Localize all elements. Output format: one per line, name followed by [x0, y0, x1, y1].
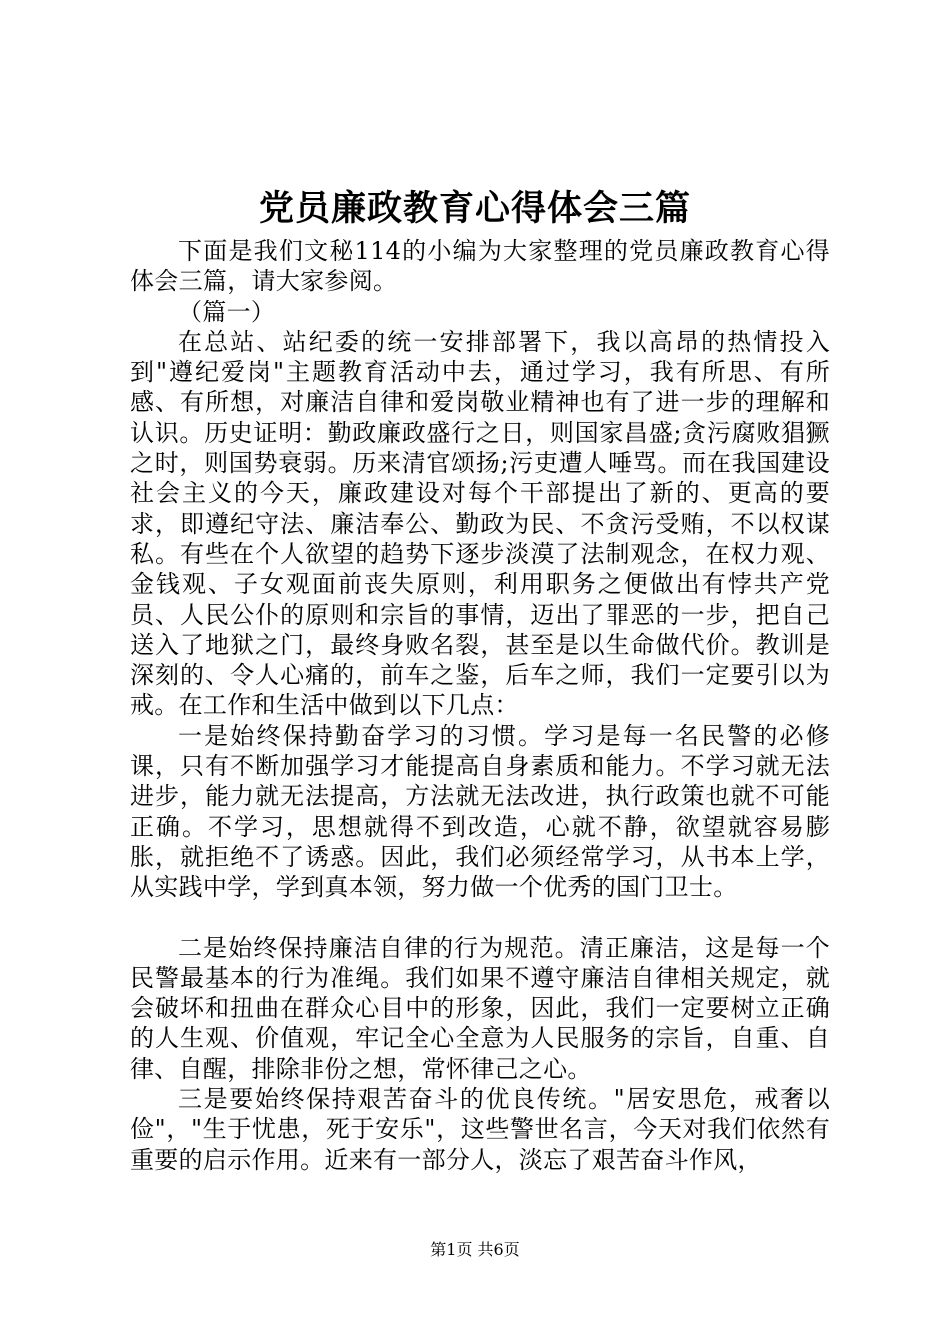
document-title: 党员廉政教育心得体会三篇 [258, 188, 691, 229]
page-footer: 第1页 共6页 [430, 1240, 520, 1259]
point-one-paragraph: 一是始终保持勤奋学习的习惯。学习是每一名民警的必修课，只有不断加强学习才能提高自身素质和能力。不学习就无法进步，能力就无法提高，方法就无法改进，执行政策也就不可能正确。不学习，思想就得不到改造，心就不静，欲望就容易膨胀，就拒绝不了诱惑。因此，我们必须经常学习，从书本上学，从实践中学，学到真本领，努力做一个优秀的国门卫士。 [130, 721, 830, 902]
point-three-paragraph: 三是要始终保持艰苦奋斗的优良传统。"居安思危，戒奢以俭"，"生于忧患，死于安乐"，这些警世名言，今天对我们依然有重要的启示作用。近来有一部分人，淡忘了艰苦奋斗作风， [130, 1085, 830, 1174]
point-two-paragraph: 二是始终保持廉洁自律的行为规范。清正廉洁，这是每一个民警最基本的行为准绳。我们如果不遵守廉洁自律相关规定，就会破坏和扭曲在群众心目中的形象，因此，我们一定要树立正确的人生观、价值观，牢记全心全意为人民服务的宗旨，自重、自律、自醒，排除非份之想，常怀律己之心。 [130, 933, 830, 1083]
section-label: （篇一） [178, 297, 276, 326]
document-body [130, 236, 830, 1175]
body-paragraph: 在总站、站纪委的统一安排部署下，我以高昂的热情投入到"遵纪爱岗"主题教育活动中去，通过学习，我有所思、有所感、有所想，对廉洁自律和爱岗敬业精神也有了进一步的理解和认识。历史证明：勤政廉政盛行之日，则国家昌盛;贪污腐败猖獗之时，则国势衰弱。历来清官颂扬;污吏遭人唾骂。而在我国建设社会主义的今天，廉政建设对每个干部提出了新的、更高的要求，即遵纪守法、廉洁奉公、勤政为民、不贪污受贿，不以权谋私。有些在个人欲望的趋势下逐步淡漠了法制观念，在权力观、金钱观、子女观面前丧失原则，利用职务之便做出有悖共产党员、人民公仆的原则和宗旨的事情，迈出了罪恶的一步，把自己送入了地狱之门，最终身败名裂，甚至是以生命做代价。教训是深刻的、令人心痛的，前车之鉴，后车之师，我们一定要引以为戒。在工作和生活中做到以下几点： [130, 327, 830, 720]
intro-paragraph: 下面是我们文秘114的小编为大家整理的党员廉政教育心得体会三篇，请大家参阅。 [130, 237, 830, 296]
